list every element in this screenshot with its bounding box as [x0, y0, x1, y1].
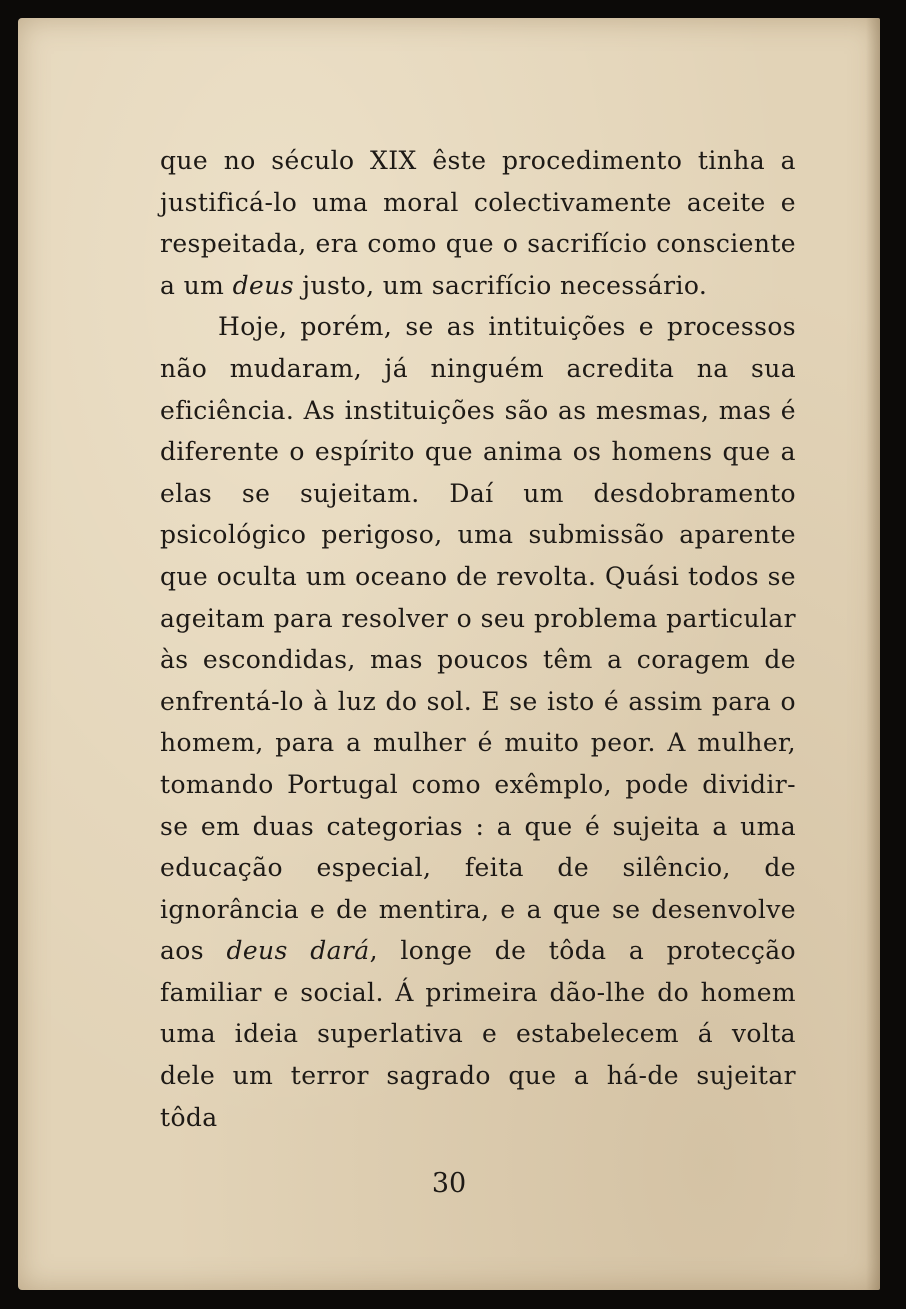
book-page [18, 18, 880, 1290]
paragraph-2-italic-deus-dara: deus dará [226, 936, 370, 966]
page-edge-shadow [866, 18, 880, 1290]
body-text [160, 140, 796, 1138]
paragraph-1 [160, 140, 796, 306]
paragraph-1-text-b: justo, um sacrifício necessário. [293, 270, 708, 300]
paragraph-1-text-a: que no século XIX êste procedimento tinha a justificá-lo uma moral colectivamente aceite e respeitada, era como que o sacrifício consciente a um [160, 146, 796, 300]
paragraph-2 [160, 306, 796, 1138]
paragraph-2-text-a: Hoje, porém, se as intituições e processos não mudaram, já ninguém acredita na sua eficiência. As instituições são as mesmas, mas é diferente o espírito que anima os homens que a elas se sujeitam. Daí um desdobramento psicológico perigoso, uma submissão aparente que oculta um oceano de revolta. Quási todos se ageitam para resolver o seu problema particular às escondidas, mas poucos têm a coragem de enfrentá-lo à luz do sol. E se isto é assim para o homem, para a mulher é muito peor. A mulher, tomando Portugal como exêmplo, pode dividir-se em duas categorias : a que é sujeita a uma educação especial, feita de silêncio, de ignorância e de mentira, e a que se desenvolve aos [160, 312, 796, 966]
paragraph-1-italic-deus: deus [232, 270, 294, 300]
paragraph-2-text-b: , longe de tôda a protecção familiar e social. Á primeira dão-lhe do homem uma ideia superlativa e estabelecem á volta dele um terror sagrado que a há-de sujeitar tôda [160, 936, 796, 1132]
page-number: 30 [431, 1168, 467, 1199]
